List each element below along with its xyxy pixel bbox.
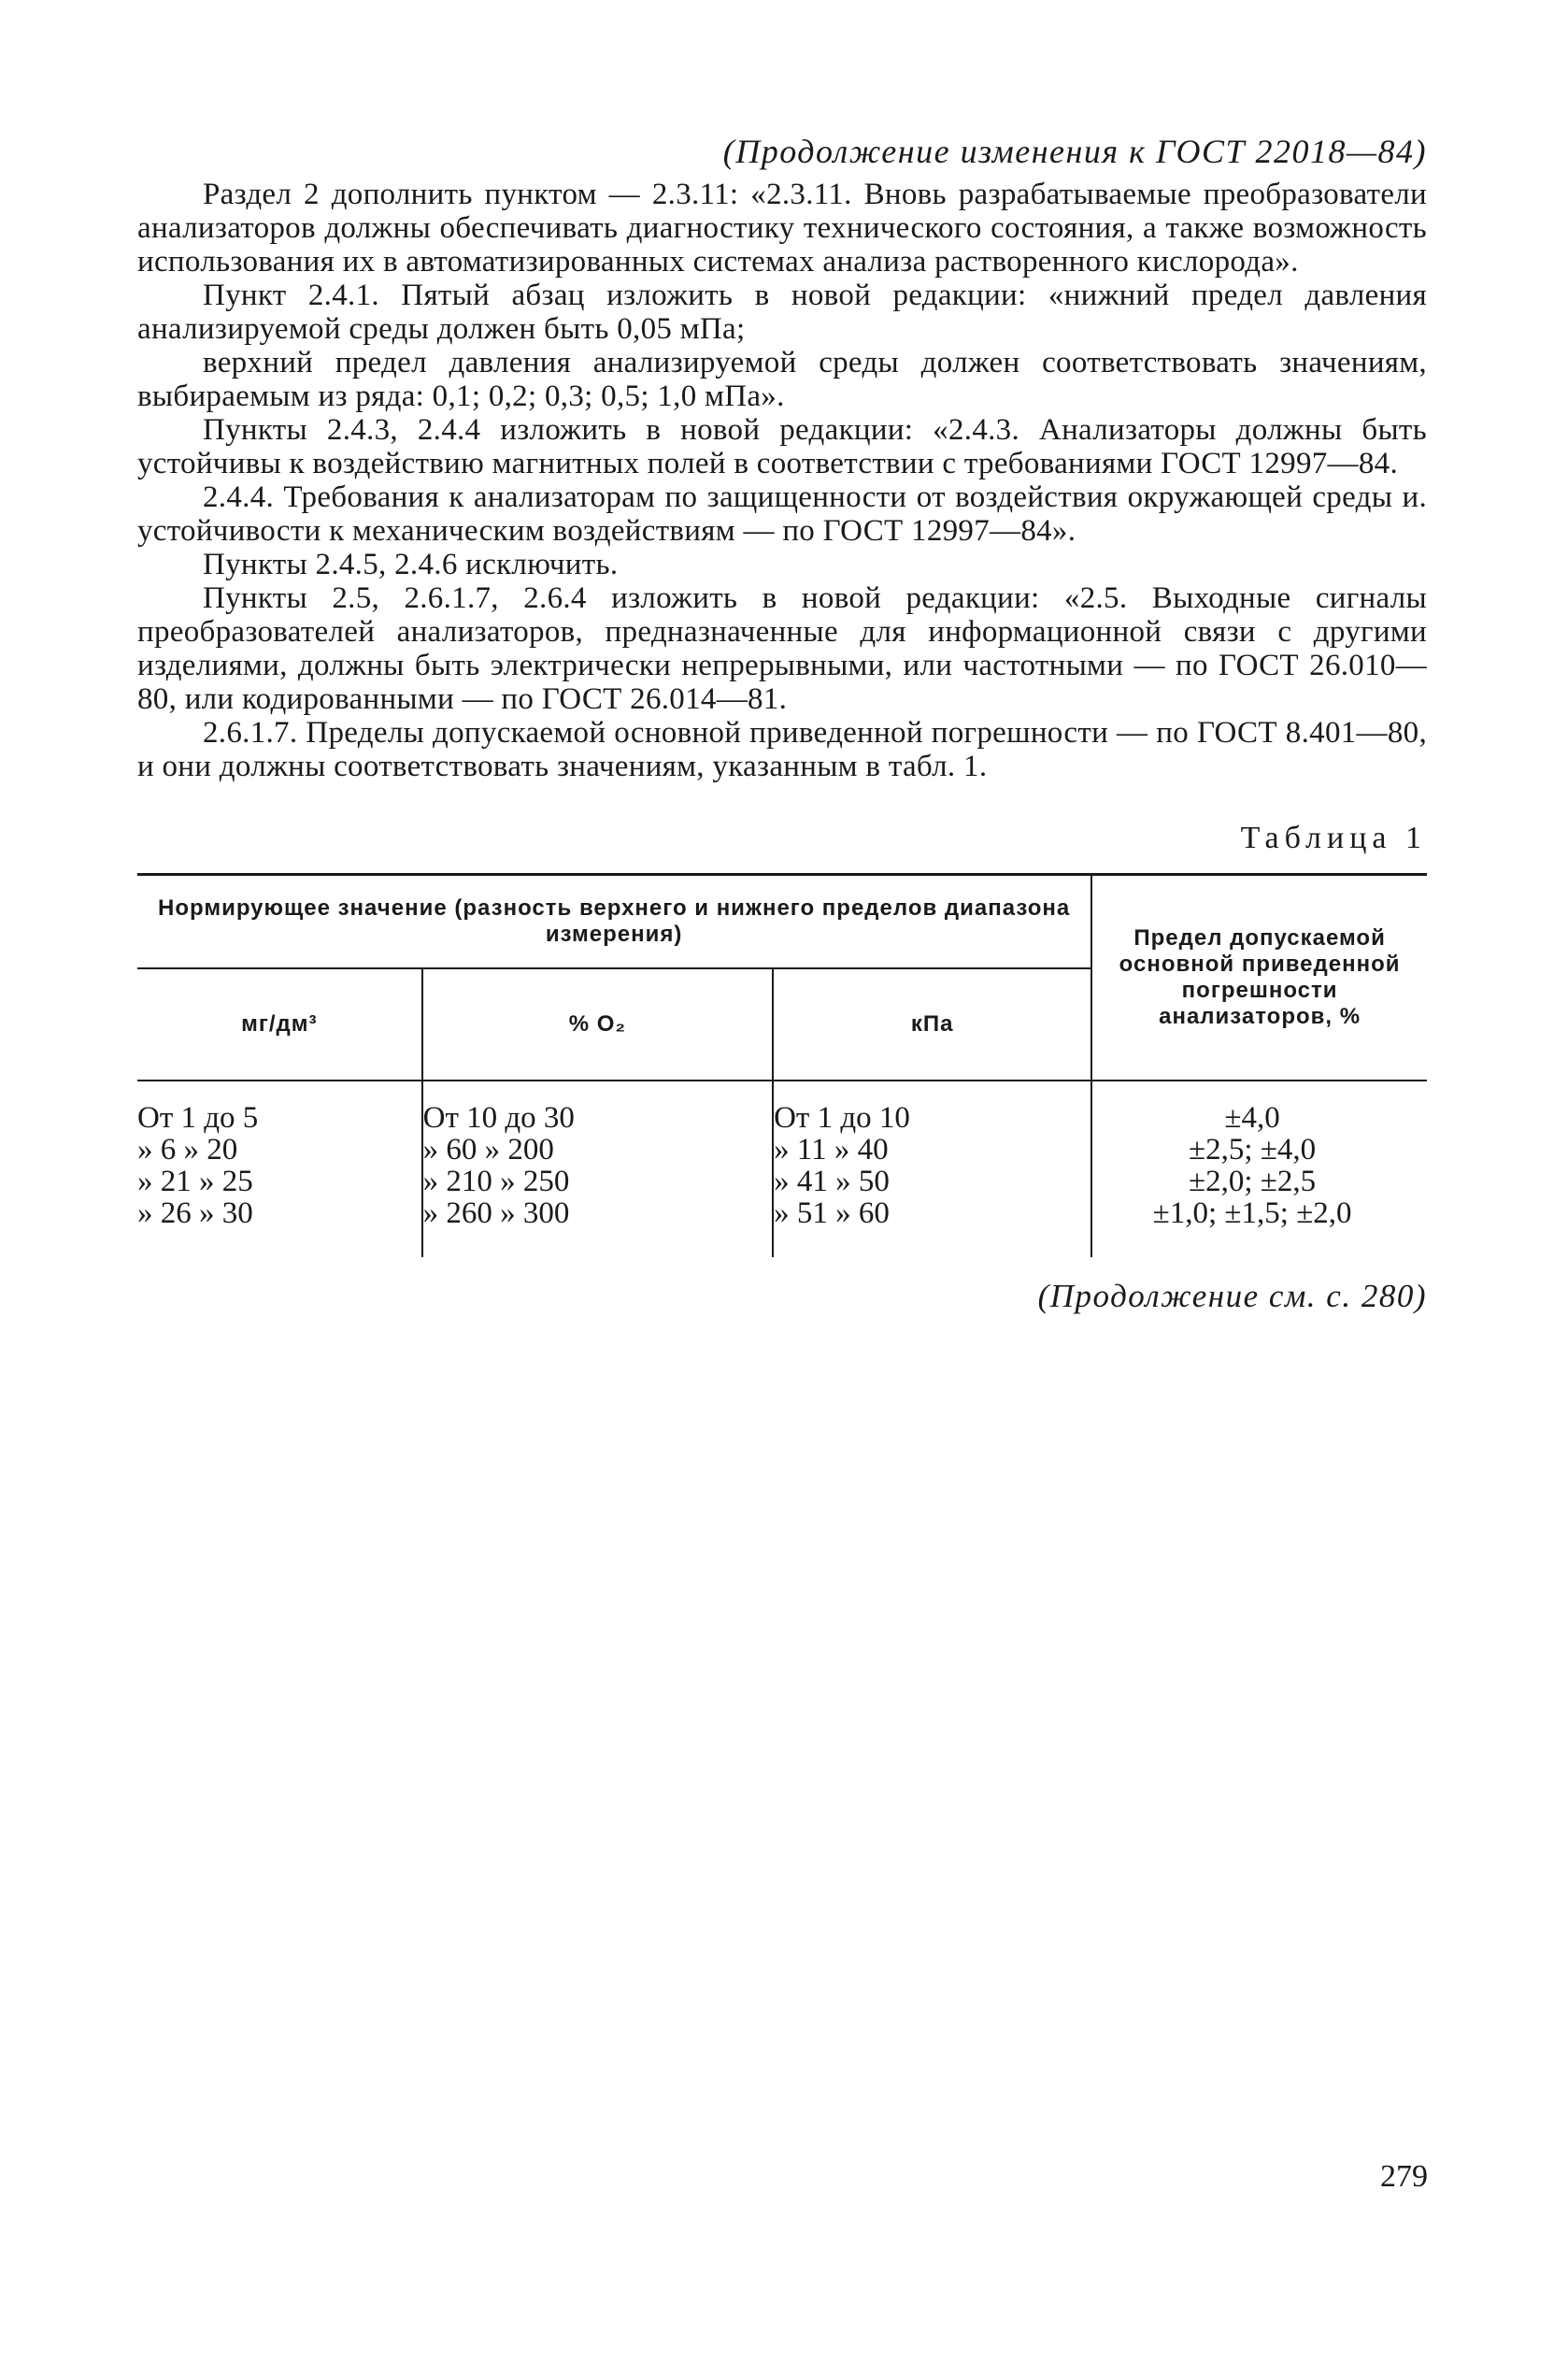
o2-range: » 60 » 200	[422, 1133, 554, 1167]
table-row	[137, 1081, 1427, 1257]
kpa-range-cell	[773, 1081, 1091, 1257]
error-limit: ±1,0; ±1,5; ±2,0	[1152, 1196, 1352, 1230]
mg-range: От 1 до 5	[137, 1101, 259, 1135]
error-limit: ±4,0	[1224, 1101, 1280, 1135]
paragraph: 2.4.4. Требования к анализаторам по защищенности от воздействия окружающей среды и. устойчивости к механическим воздействиям — по ГОСТ 12997—84».	[137, 480, 1427, 548]
paragraph: 2.6.1.7. Пределы допускаемой основной приведенной погрешности — по ГОСТ 8.401—80, и они должны соответствовать значениям, указанным в табл. 1.	[137, 716, 1427, 783]
paragraph: Пункты 2.4.3, 2.4.4 изложить в новой редакции: «2.4.3. Анализаторы должны быть устойчивы к воздействию магнитных полей в соответствии с требованиями ГОСТ 12997—84.	[137, 413, 1427, 480]
column-header-o2: % O₂	[422, 968, 773, 1081]
error-limit: ±2,5; ±4,0	[1189, 1133, 1317, 1167]
body-text	[137, 178, 1427, 783]
mg-range-cell	[137, 1081, 422, 1257]
tolerance-table	[137, 873, 1427, 1257]
continuation-footer: (Продолжение см. с. 280)	[1037, 1278, 1427, 1314]
paragraph: Пункты 2.4.5, 2.4.6 исключить.	[203, 548, 619, 581]
column-header-kpa: кПа	[773, 968, 1091, 1081]
kpa-range: От 1 до 10	[774, 1101, 910, 1135]
table-caption: Таблица 1	[1240, 821, 1427, 855]
kpa-range: » 41 » 50	[774, 1165, 890, 1198]
continuation-header: (Продолжение изменения к ГОСТ 22018—84)	[722, 133, 1427, 170]
document-page	[137, 131, 1427, 1315]
error-limit-cell	[1091, 1081, 1427, 1257]
paragraph: верхний предел давления анализируемой среды должен соответствовать значениям, выбираемым из ряда: 0,1; 0,2; 0,3; 0,5; 1,0 мПа».	[137, 346, 1427, 413]
column-header-mg: мг/дм³	[137, 968, 422, 1081]
kpa-range: » 51 » 60	[774, 1196, 890, 1230]
normalizing-value-header: Нормирующее значение (разность верхнего и нижнего пределов диапазона измерения)	[137, 875, 1091, 969]
paragraph: Пункт 2.4.1. Пятый абзац изложить в новой редакции: «нижний предел давления анализируемой среды должен быть 0,05 мПа;	[137, 279, 1427, 346]
o2-range: » 210 » 250	[422, 1165, 570, 1198]
error-limit-header: Предел допускаемой основной приведенной погрешности анализаторов, %	[1091, 875, 1427, 1081]
kpa-range: » 11 » 40	[774, 1133, 889, 1167]
o2-range: » 260 » 300	[422, 1196, 570, 1230]
o2-range-cell	[422, 1081, 773, 1257]
paragraph: Раздел 2 дополнить пунктом — 2.3.11: «2.3.11. Вновь разрабатываемые преобразователи анализаторов должны обеспечивать диагностику технического состояния, а также возможность использования их в автоматизированных системах анализа растворенного кислорода».	[137, 178, 1427, 279]
error-limit: ±2,0; ±2,5	[1189, 1165, 1317, 1198]
paragraph: Пункты 2.5, 2.6.1.7, 2.6.4 изложить в новой редакции: «2.5. Выходные сигналы преобразователей анализаторов, предназначенные для информационной связи с другими изделиями, должны быть электрически непрерывными, или частотными — по ГОСТ 26.010—80, или кодированными — по ГОСТ 26.014—81.	[137, 581, 1427, 716]
mg-range: » 26 » 30	[137, 1196, 253, 1230]
mg-range: » 21 » 25	[137, 1165, 253, 1198]
o2-range: От 10 до 30	[422, 1101, 575, 1135]
mg-range: » 6 » 20	[137, 1133, 238, 1167]
page-number: 279	[1380, 2159, 1428, 2194]
